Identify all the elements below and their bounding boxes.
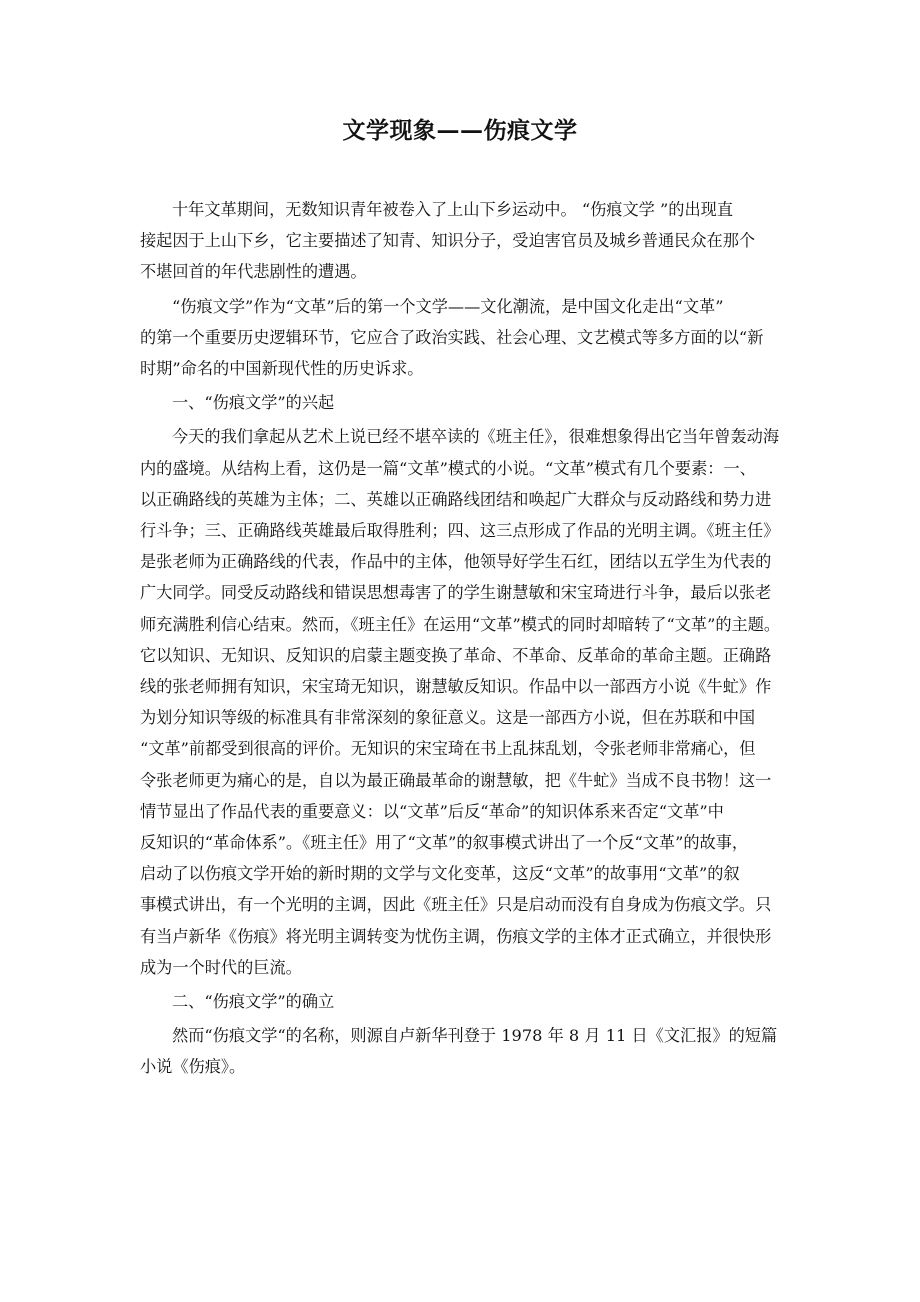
paragraph-banzhuren	[140, 421, 781, 983]
text-line: 师充满胜利信心结束。然而，《班主任》在运用“文革”模式的同时却暗转了“文革”的主题。	[140, 614, 781, 634]
heading-line: 二、“伤痕文学”的确立	[172, 992, 335, 1012]
paragraph-intro	[140, 194, 776, 288]
text-line: 情节显出了作品代表的重要意义：以“文革”后反“革命”的知识体系来否定“文革”中	[140, 801, 724, 821]
heading-line: 一、“伤痕文学”的兴起	[172, 393, 335, 413]
section-heading-rise	[140, 387, 776, 418]
document-title: 文学现象——伤痕文学	[342, 117, 578, 144]
text-line: “文革”前都受到很高的评价。无知识的宋宝琦在书上乱抹乱划，令张老师非常痛心，但	[140, 739, 756, 759]
text-line: 事模式讲出，有一个光明的主调，因此《班主任》只是启动而没有自身成为伤痕文学。只	[140, 895, 772, 915]
document-body	[140, 194, 781, 1086]
text-line: 反知识的“革命体系”。《班主任》用了“文革”的叙事模式讲出了一个反“文革”的故事，	[140, 833, 749, 853]
text-line: 小说《伤痕》。	[140, 1057, 246, 1077]
text-line: 启动了以伤痕文学开始的新时期的文学与文化变革，这反“文革”的故事用“文革”的叙	[140, 864, 740, 884]
text-line: 以正确路线的英雄为主体；二、英雄以正确路线团结和唤起广大群众与反动路线和势力进	[140, 489, 772, 509]
paragraph-definition	[140, 291, 776, 385]
text-line: 内的盛境。从结构上看，这仍是一篇“文革”模式的小说。“文革”模式有几个要素：一、	[140, 458, 756, 478]
text-line: 接起因于上山下乡，它主要描述了知青、知识分子，受迫害官员及城乡普通民众在那个	[140, 231, 756, 251]
section-heading-establish	[140, 986, 776, 1017]
text-line: 成为一个时代的巨流。	[140, 957, 302, 977]
text-line: 是张老师为正确路线的代表，作品中的主体，他领导好学生石红，团结以五学生为代表的	[140, 552, 772, 572]
text-line: “伤痕文学”作为“文革”后的第一个文学——文化潮流，是中国文化走出“文革”	[172, 296, 724, 316]
text-line: 令张老师更为痛心的是，自以为最正确最革命的谢慧敏，把《牛虻》当成不良书物！这一	[140, 770, 772, 790]
text-line: 行斗争；三、正确路线英雄最后取得胜利；四、这三点形成了作品的光明主调。《班主任》	[140, 521, 780, 541]
text-line: 不堪回首的年代悲剧性的遭遇。	[140, 262, 367, 282]
text-line: 时期”命名的中国新现代性的历史诉求。	[140, 359, 424, 379]
paragraph-name-origin	[140, 1020, 776, 1082]
text-line: 广大同学。同受反动路线和错误思想毒害了的学生谢慧敏和宋宝琦进行斗争，最后以张老	[140, 583, 772, 603]
text-line: 的第一个重要历史逻辑环节，它应合了政治实践、社会心理、文艺模式等多方面的以“新	[140, 327, 764, 347]
text-line: 今天的我们拿起从艺术上说已经不堪卒读的《班主任》，很难想象得出它当年曾轰动海	[172, 427, 780, 447]
text-line: 线的张老师拥有知识，宋宝琦无知识，谢慧敏反知识。作品中以一部西方小说《牛虻》作	[140, 677, 772, 697]
text-line: 它以知识、无知识、反知识的启蒙主题变换了革命、不革命、反革命的革命主题。正确路	[140, 645, 772, 665]
text-line: 然而“伤痕文学“的名称，则源自卢新华刊登于 1978 年 8 月 11 日《文汇报》的短篇	[172, 1026, 778, 1046]
text-line: 有当卢新华《伤痕》将光明主调转变为忧伤主调，伤痕文学的主体才正式确立，并很快形	[140, 926, 772, 946]
text-line: 为划分知识等级的标准具有非常深刻的象征意义。这是一部西方小说，但在苏联和中国	[140, 708, 756, 728]
text-line: 十年文革期间，无数知识青年被卷入了上山下乡运动中。 “伤痕文学 ”的出现直	[172, 200, 734, 219]
